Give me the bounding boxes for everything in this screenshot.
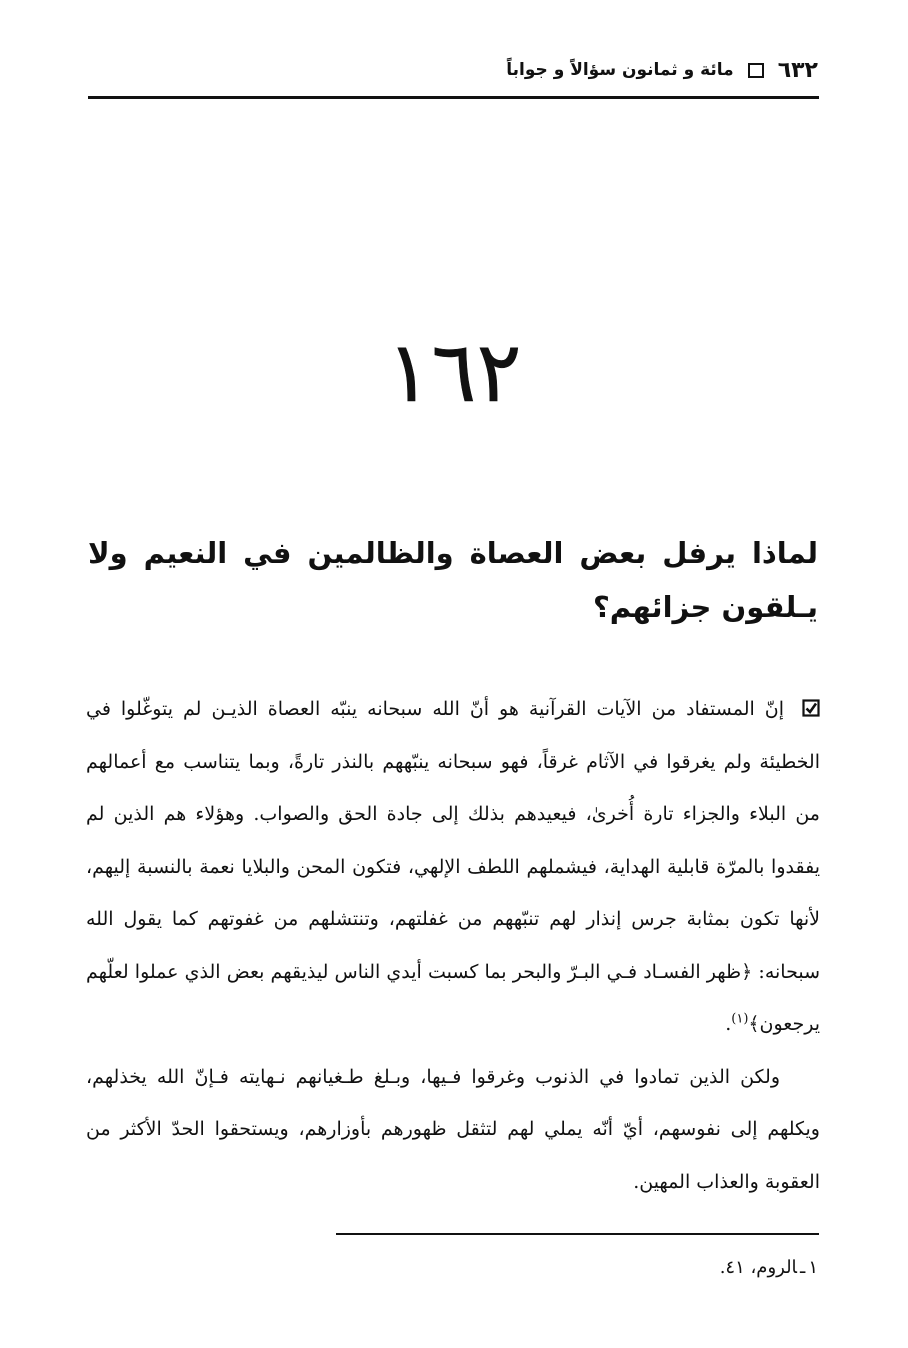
question-number: ١٦٢ [386,323,522,421]
footnote-separator: ـ [800,1257,806,1278]
paragraph-2 [86,1051,820,1209]
footnote-source: الروم، ٤١. [719,1257,798,1278]
footnote-divider [336,1233,819,1235]
body-text [86,683,820,1208]
question-title: لماذا يرفل بعض العصاة والظالمين في النعيم ولا يـلقون جزائهم؟ [88,536,818,624]
header-divider [88,96,819,99]
footnote-reference: (١) [731,1011,749,1027]
checkbox-checked-icon [802,699,820,717]
paragraph-2-text: ولكن الذين تمادوا في الذنوب وغرقوا فـيها، وبـلغ طـغيانهم نـهايته فـإنّ الله يخذلهم، ويكلهم إلى نفوسهم، أيّ أنّه يملي لهم لتثقل ظهورهم بأوزارهم، ويستحقوا الحدّ الأكثر من العقوبة والعذاب المهين. [86,1065,820,1193]
paragraph-1-text: إنّ المستفاد من الآيات القرآنية هو أنّ الله سبحانه ينبّه العصاة الذيـن لم يتوغّلوا في الخطيئة ولم يغرقوا في الآثام غرقاً، فهو سبحانه ينبّههم بالنذر تارةً، وبما يتناسب مع أعمالهم من البلاء والجزاء تارة أُخرىٰ، فيعيدهم بذلك إلى جادة الحق والصواب. وهؤلاء هم الذين لم يفقدوا بالمرّة قابلية الهداية، فيشملهم اللطف الإلهي، فتكون المحن والبلايا نعمة بالنسبة إليهم، لأنها تكون بمثابة جرس إنذار لهم تنبّههم من غفلتهم، وتنتشلهم من غفوتهم كما يقول الله سبحانه: ﴿ظهر الفسـاد فـي البـرّ والبحر بما كسبت أيدي الناس ليذيقهم بعض الذي عملوا لعلّهم يرجعون﴾ [86,698,820,1035]
page-number: ٦٣٢ [777,57,818,83]
paragraph-1-end: . [725,1013,732,1035]
footnote-number: ١ [808,1257,818,1278]
square-bullet-icon [748,63,764,78]
running-title: مائة و ثمانون سؤالاً و جواباً [506,60,734,80]
footnote [500,1254,818,1282]
paragraph-1 [86,683,820,1051]
running-header [90,52,818,88]
